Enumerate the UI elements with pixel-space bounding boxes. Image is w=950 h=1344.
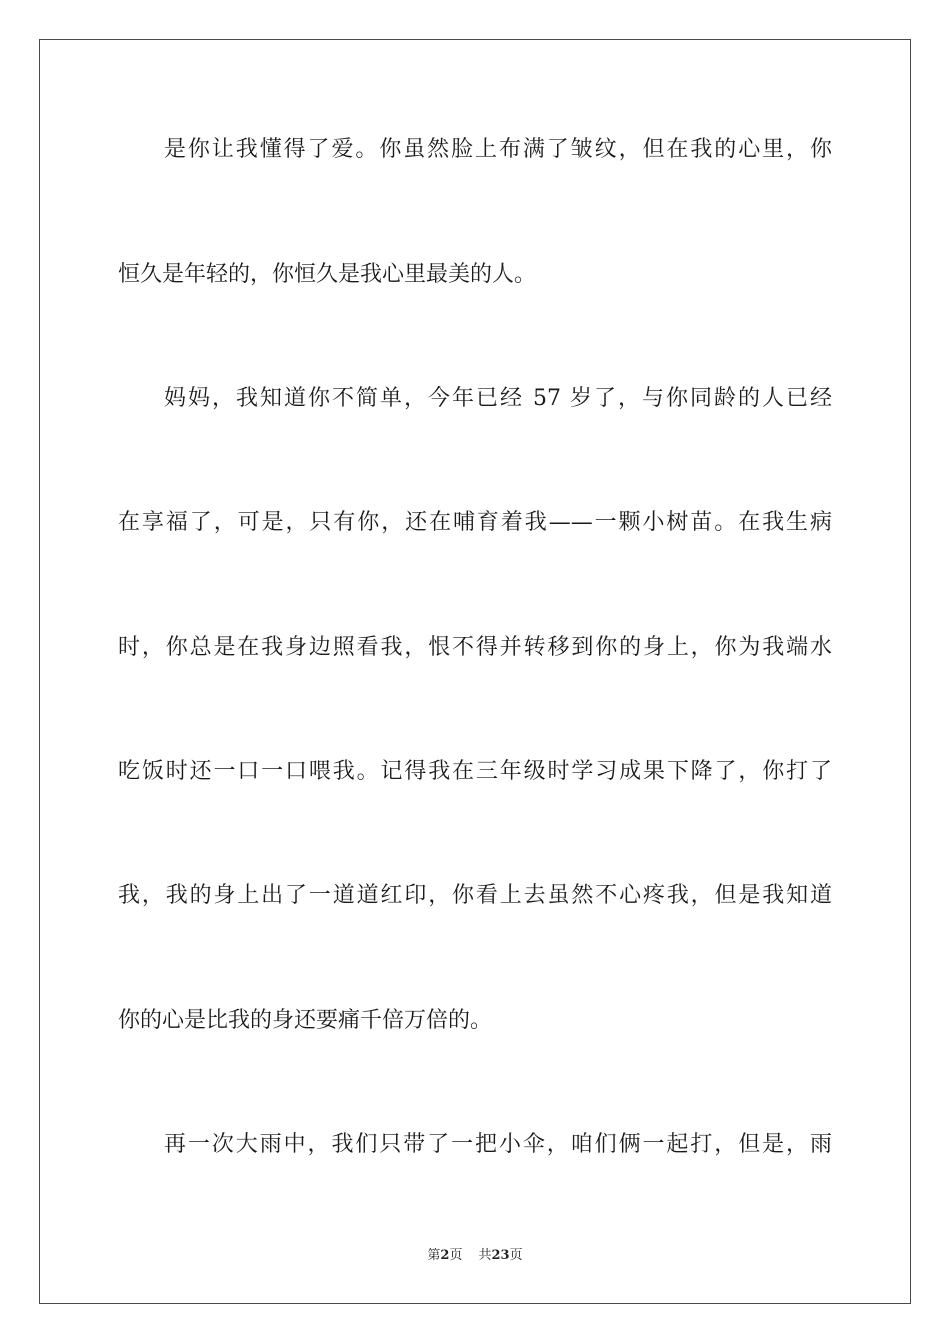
paragraph-line: 再一次大雨中，我们只带了一把小伞，咱们俩一起打，但是，雨 (164, 1132, 832, 1157)
paragraph-line: 恒久是年轻的，你恒久是我心里最美的人。 (118, 262, 537, 287)
page-label-prefix: 第 (427, 1248, 441, 1263)
paragraph-line: 是你让我懂得了爱。你虽然脸上布满了皱纹，但在我的心里，你 (164, 137, 832, 162)
paragraph-line: 在享福了，可是，只有你，还在哺育着我——一颗小树苗。在我生病 (118, 510, 832, 535)
total-label-suffix: 页 (509, 1248, 523, 1263)
total-page-count: 23 (491, 1248, 510, 1263)
total-label-prefix: 共 (478, 1248, 492, 1263)
page-label-suffix: 页 (449, 1248, 463, 1263)
paragraph-line: 妈妈，我知道你不简单，今年已经 57 岁了，与你同龄的人已经 (164, 386, 832, 411)
paragraph-line: 吃饭时还一口一口喂我。记得我在三年级时学习成果下降了，你打了 (118, 759, 832, 784)
page-frame (39, 39, 911, 1304)
current-page-number: 2 (440, 1248, 450, 1263)
paragraph-line: 你的心是比我的身还要痛千倍万倍的。 (118, 1008, 493, 1033)
paragraph-line: 时，你总是在我身边照看我，恨不得并转移到你的身上，你为我端水 (118, 635, 832, 660)
paragraph-line: 我，我的身上出了一道道红印，你看上去虽然不心疼我，但是我知道 (118, 883, 832, 908)
page-footer (0, 1246, 950, 1266)
